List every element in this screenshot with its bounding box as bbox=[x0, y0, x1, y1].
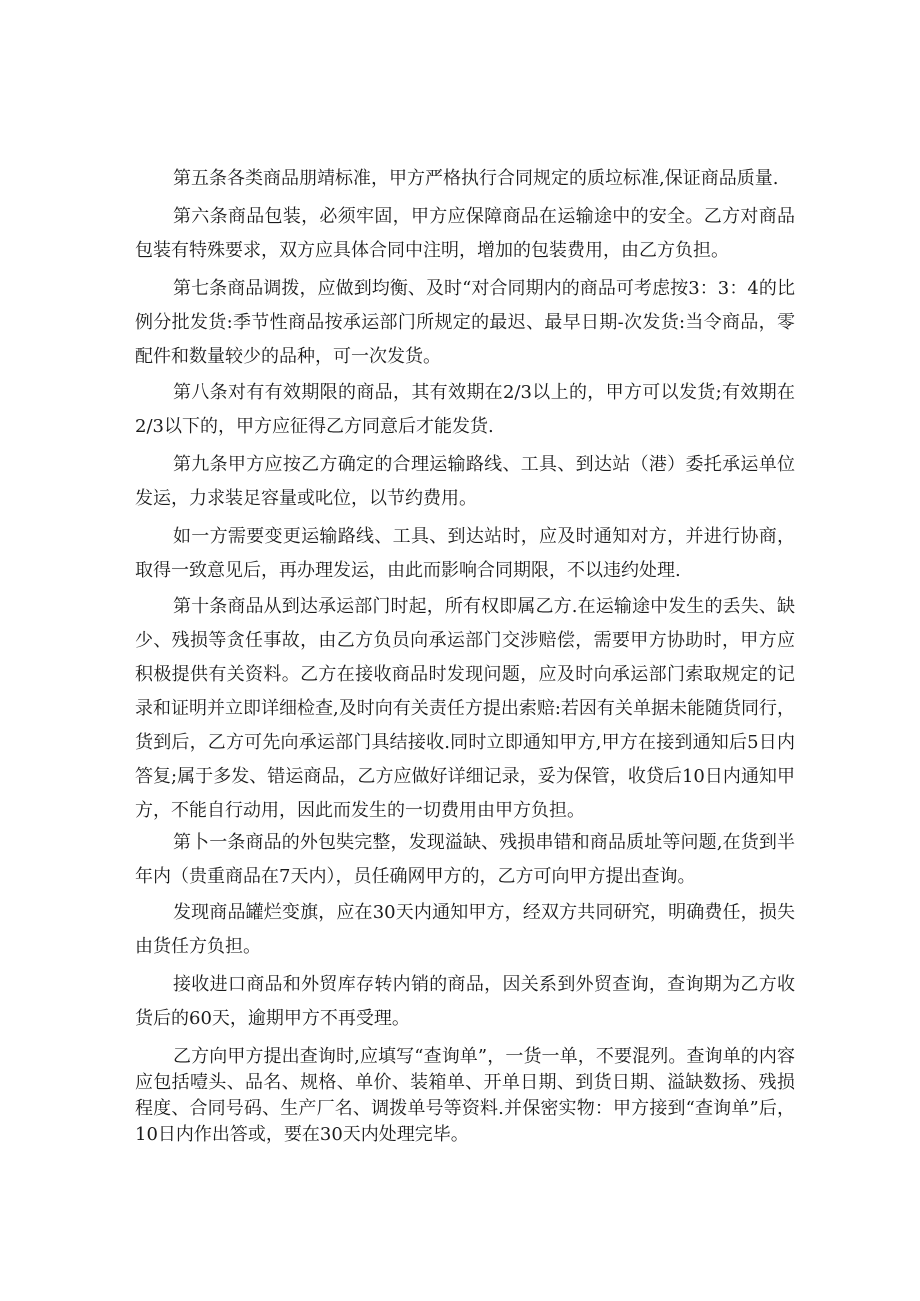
paragraph-article-5: 第五条各类商品朋靖标准，甲方严格执行合同规定的质垃标准,保证商品质量. bbox=[173, 168, 779, 189]
paragraph-article-7: 第七条商品调拨，应做到均衡、及时“对合同期内的商品可考虑按3：3：4的比例分批发货:季节性商品按承运部门所规定的最迟、最早日期-次发货:当令商品，零配件和数量较少的品种，可一次发货。 bbox=[135, 278, 795, 367]
paragraph-article-11: 第卜一条商品的外包奘完整，发现溢缺、残损串错和商品质址等问题,在货到半年内（贵重商品在7天内），员任确网甲方的，乙方可向甲方提出查询。 bbox=[135, 832, 795, 887]
paragraph-article-6: 第六条商品包装，必须牢固，甲方应保障商品在运输途中的安全。乙方对商品包装有特殊要求，双方应具体合同中注明，增加的包装费用，由乙方负担。 bbox=[135, 206, 795, 261]
paragraph-spoilage: 发现商品罐烂变旗，应在30天内通知甲方，经双方共同研究，明确费任，损失由货任方负担。 bbox=[135, 902, 795, 957]
paragraph-article-10: 第十条商品从到达承运部门时起，所有权即属乙方.在运输途中发生的丢失、缺少、残损等贪任事故，由乙方负员向承运部门交涉赔偿，需要甲方协助时，甲方应积极提供有关资料。乙方在接收商品时发现问题，应及时向承运部门索取规定的记录和证明并立即详细检查,及时向有关责任方提出索赔:若因有关单据未能随货同行，货到后，乙方可先向承运部门具结接收.同时立即通知甲方,甲方在接到通知后5日内答复;属于多发、错运商品，乙方应做好详细记录，妥为保管，收贷后10日内通知甲方，不能自行动用，因此而发生的一切费用由甲方负担。 bbox=[135, 596, 795, 821]
paragraph-route-change: 如一方需要变更运输路线、工具、到达站时，应及时通知对方，并进行协商，取得一致意见后，再办理发运，由此而影响合同期限，不以违约处理. bbox=[135, 526, 795, 581]
paragraph-article-9: 第九条甲方应按乙方确定的合理运输路线、工具、到达站（港）委托承运单位发运，力求装足容量或叱位，以节约费用。 bbox=[135, 454, 795, 509]
paragraph-article-8: 第八条对有有效期限的商品，其有效期在2/3以上的，甲方可以发货;有效期在2/3以下的，甲方应征得乙方同意后才能发货. bbox=[135, 382, 795, 437]
paragraph-import-goods: 接收进口商品和外贸库存转内销的商品，因关系到外贸查询，查询期为乙方收货后的60天，逾期甲方不再受理。 bbox=[135, 974, 795, 1029]
paragraph-inquiry-form: 乙方向甲方提出查询时,应填写“查询单”，一货一单，不要混列。查询单的内容应包括噎头、品名、规格、单价、装箱单、开单日期、到货日期、溢缺数扬、残损程度、合同号码、生产厂名、调拨单号等资料.并保密实物：甲方接到“查询单”后，10日内作出答或，要在30天内处理完毕。 bbox=[135, 1046, 795, 1145]
